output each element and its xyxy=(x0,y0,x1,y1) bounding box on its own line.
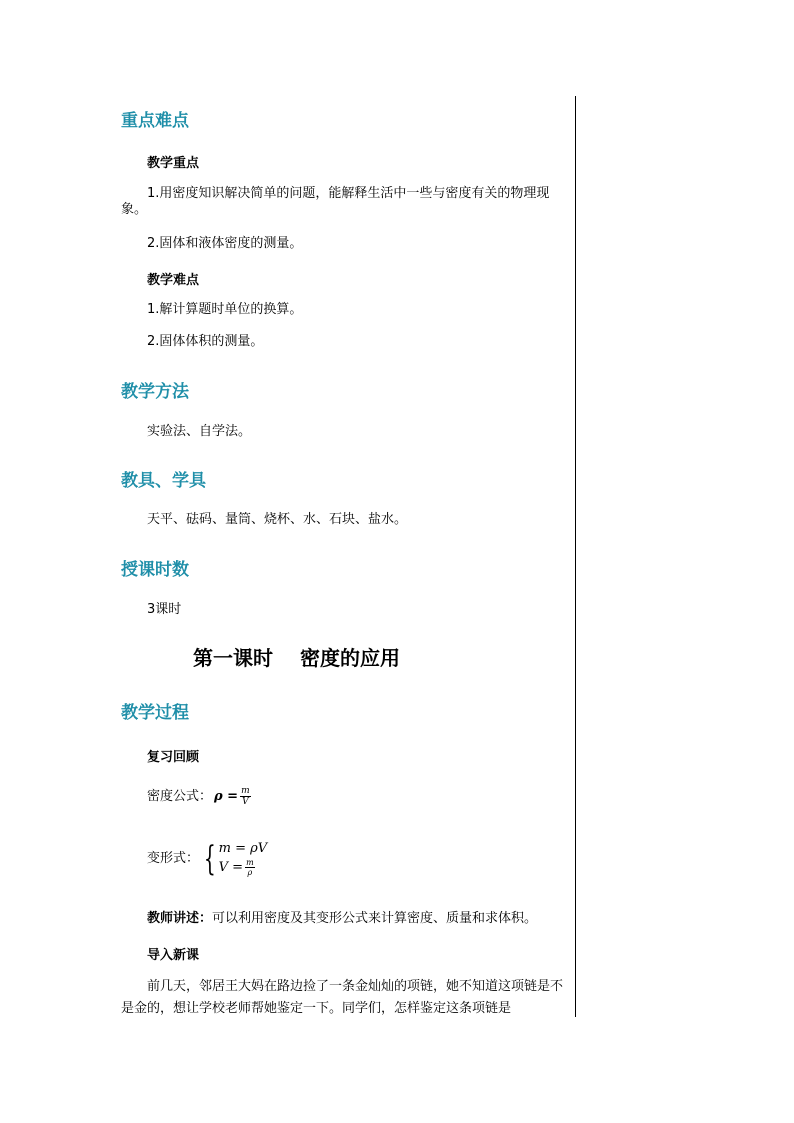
heading-methods: 教学方法 xyxy=(121,382,189,402)
subheading-review: 复习回顾 xyxy=(147,750,200,765)
formula-denominator: V xyxy=(242,797,249,807)
teacher-text: 可以利用密度及其变形公式来计算密度、质量和求体积。 xyxy=(212,911,538,926)
intro-paragraph: 前几天，邻居王大妈在路边捡了一条金灿灿的项链，她不知道这项链是不是金的，想让学校老师帮她鉴定一下。同学们，怎样鉴定这条项链是 xyxy=(121,979,564,1016)
subheading-intro: 导入新课 xyxy=(147,948,200,963)
variant-equation-1: m = ρV xyxy=(218,841,268,856)
difficulty-item-1: 1.解计算题时单位的换算。 xyxy=(147,302,303,317)
difficulty-item-2: 2.固体体积的测量。 xyxy=(147,334,264,349)
formula-fraction xyxy=(240,786,251,807)
density-formula-label: 密度公式： xyxy=(147,788,213,804)
focus-item-1: 1.用密度知识解决简单的问题，能解释生活中一些与密度有关的物理现象。 xyxy=(121,186,550,217)
heading-hours: 授课时数 xyxy=(121,560,189,580)
focus-item-2: 2.固体和液体密度的测量。 xyxy=(147,236,303,251)
variant-equation-2 xyxy=(219,858,268,877)
variant-label: 变形式： xyxy=(147,850,200,866)
subheading-teaching-difficulty: 教学难点 xyxy=(147,273,200,288)
teacher-label: 教师讲述： xyxy=(147,911,213,926)
heading-key-points: 重点难点 xyxy=(121,111,189,131)
variant-equations xyxy=(219,840,268,877)
density-formula-line xyxy=(147,786,251,807)
variant-formula-line xyxy=(147,840,267,877)
tools-text: 天平、砝码、量筒、烧杯、水、石块、盐水。 xyxy=(147,512,408,527)
variant-2-denominator: ρ xyxy=(247,868,253,877)
formula-numerator: m xyxy=(241,786,250,796)
page-margin-line xyxy=(575,96,576,1017)
variant-2-numerator: m xyxy=(246,858,254,867)
subheading-teaching-focus: 教学重点 xyxy=(147,156,200,171)
lesson-title: 第一课时 密度的应用 xyxy=(193,646,400,670)
left-brace-icon: { xyxy=(203,838,216,879)
methods-text: 实验法、自学法。 xyxy=(147,424,252,439)
heading-process: 教学过程 xyxy=(121,703,189,723)
variant-2-lhs: V = xyxy=(218,859,244,875)
heading-tools: 教具、学具 xyxy=(121,471,206,491)
variant-2-fraction xyxy=(245,858,255,877)
formula-rho: ρ = xyxy=(214,788,239,804)
hours-text: 3课时 xyxy=(147,602,182,617)
teacher-statement xyxy=(147,911,537,927)
